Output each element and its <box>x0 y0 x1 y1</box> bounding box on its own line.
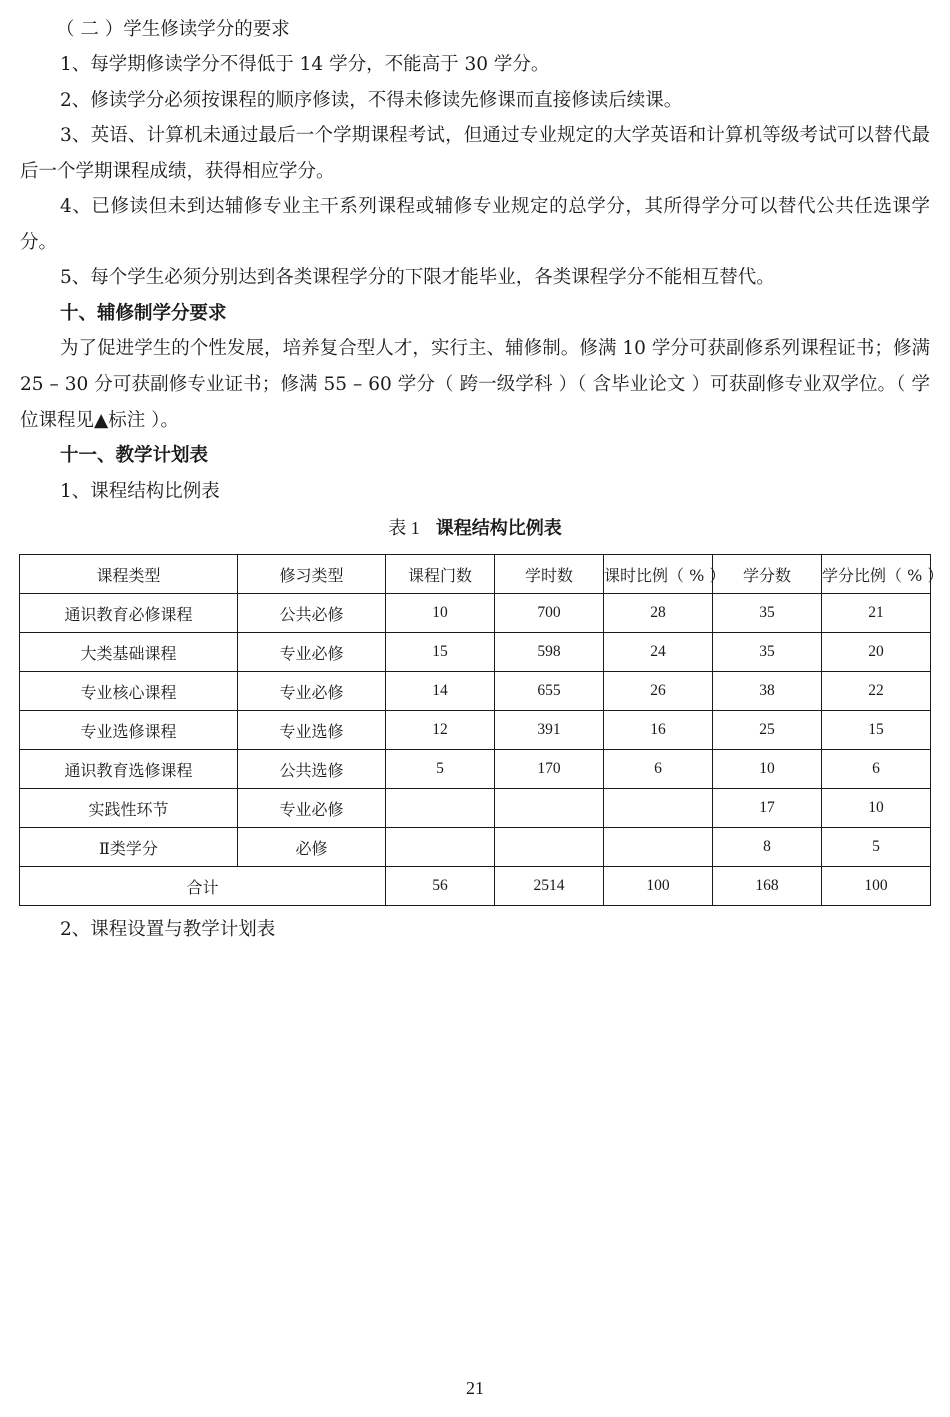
table-caption <box>0 513 950 544</box>
item-1: 1、课程结构比例表 <box>60 481 220 502</box>
table-cell: 24 <box>604 633 713 672</box>
table-cell <box>604 789 713 828</box>
rule-1: 1、每学期修读学分不得低于 14 学分，不能高于 30 学分。 <box>60 54 550 75</box>
table-cell: 15 <box>386 633 495 672</box>
table-cell: 655 <box>495 672 604 711</box>
table-cell: 8 <box>713 828 822 867</box>
table-caption-label: 表 1 <box>388 518 420 538</box>
table-cell <box>495 828 604 867</box>
total-cell: 100 <box>604 867 713 906</box>
table-cell: 28 <box>604 594 713 633</box>
table-row <box>20 789 931 828</box>
sub-heading: （ 二 ）学生修读学分的要求 <box>56 19 290 40</box>
table-cell <box>386 828 495 867</box>
table-cell: Ⅱ类学分 <box>20 828 238 867</box>
table-cell: 35 <box>713 594 822 633</box>
rule-5: 5、每个学生必须分别达到各类课程学分的下限才能毕业，各类课程学分不能相互替代。 <box>60 267 775 288</box>
table-cell: 专业必修 <box>238 672 386 711</box>
table-caption-title: 课程结构比例表 <box>435 518 562 539</box>
table-cell: 598 <box>495 633 604 672</box>
table-cell: 26 <box>604 672 713 711</box>
table-cell <box>604 828 713 867</box>
header-cell: 学分比例（ % ） <box>822 555 931 594</box>
table-row <box>20 633 931 672</box>
course-structure-table <box>19 554 944 906</box>
table-cell: 公共选修 <box>238 750 386 789</box>
table-cell: 170 <box>495 750 604 789</box>
header-cell: 学分数 <box>713 555 822 594</box>
table-cell: 5 <box>822 828 931 867</box>
table-cell: 6 <box>604 750 713 789</box>
total-label-cell: 合计 <box>20 867 386 906</box>
table-cell <box>495 789 604 828</box>
table-cell: 10 <box>822 789 931 828</box>
table-cell: 12 <box>386 711 495 750</box>
table-cell: 公共必修 <box>238 594 386 633</box>
table-cell: 专业必修 <box>238 633 386 672</box>
header-cell: 课程类型 <box>20 555 238 594</box>
table-cell: 20 <box>822 633 931 672</box>
section-heading-11: 十一、教学计划表 <box>60 445 209 466</box>
table-cell: 17 <box>713 789 822 828</box>
table-total-row <box>20 867 931 906</box>
header-cell: 学时数 <box>495 555 604 594</box>
table-cell: 16 <box>604 711 713 750</box>
table-cell: 专业核心课程 <box>20 672 238 711</box>
table-cell: 通识教育必修课程 <box>20 594 238 633</box>
section-heading-10: 十、辅修制学分要求 <box>60 303 227 324</box>
table-cell: 实践性环节 <box>20 789 238 828</box>
table-cell: 25 <box>713 711 822 750</box>
table-cell: 专业选修课程 <box>20 711 238 750</box>
header-cell: 课程门数 <box>386 555 495 594</box>
rule-3: 3、英语、计算机未通过最后一个学期课程考试，但通过专业规定的大学英语和计算机等级考试可以替代最后一个学期课程成绩，获得相应学分。 <box>20 125 930 182</box>
table-cell: 5 <box>386 750 495 789</box>
table-cell: 专业选修 <box>238 711 386 750</box>
table-row <box>20 594 931 633</box>
table-row <box>20 750 931 789</box>
table-row <box>20 711 931 750</box>
header-cell: 修习类型 <box>238 555 386 594</box>
item-2: 2、课程设置与教学计划表 <box>60 919 276 940</box>
table-cell: 必修 <box>238 828 386 867</box>
table-row <box>20 828 931 867</box>
table-row <box>20 672 931 711</box>
rule-4: 4、已修读但未到达辅修专业主干系列课程或辅修专业规定的总学分，其所得学分可以替代公共任选课学分。 <box>20 196 930 253</box>
table-cell <box>386 789 495 828</box>
table-cell: 38 <box>713 672 822 711</box>
page-number: 21 <box>466 1378 484 1398</box>
total-cell: 56 <box>386 867 495 906</box>
table-cell: 15 <box>822 711 931 750</box>
total-cell: 2514 <box>495 867 604 906</box>
table-cell: 6 <box>822 750 931 789</box>
table-cell: 14 <box>386 672 495 711</box>
table-cell: 22 <box>822 672 931 711</box>
section-10-paragraph: 为了促进学生的个性发展，培养复合型人才，实行主、辅修制。修满 10 学分可获副修系列课程证书；修满 25 – 30 分可获副修专业证书；修满 55 – 60 学分（ 跨一级学科 ）（ 含毕业论文 ）可获副修专业双学位。（ 学位课程见▲标注 ）。 <box>20 338 930 431</box>
rule-2: 2、修读学分必须按课程的顺序修读，不得未修读先修课而直接修读后续课。 <box>60 90 683 111</box>
total-cell: 168 <box>713 867 822 906</box>
table-cell: 大类基础课程 <box>20 633 238 672</box>
table-cell: 391 <box>495 711 604 750</box>
table-cell: 通识教育选修课程 <box>20 750 238 789</box>
table-cell: 10 <box>713 750 822 789</box>
table-cell: 21 <box>822 594 931 633</box>
total-cell: 100 <box>822 867 931 906</box>
table-cell: 10 <box>386 594 495 633</box>
table-header-row <box>20 555 931 594</box>
header-cell: 课时比例（ % ） <box>604 555 713 594</box>
table-cell: 700 <box>495 594 604 633</box>
table-cell: 专业必修 <box>238 789 386 828</box>
table-cell: 35 <box>713 633 822 672</box>
